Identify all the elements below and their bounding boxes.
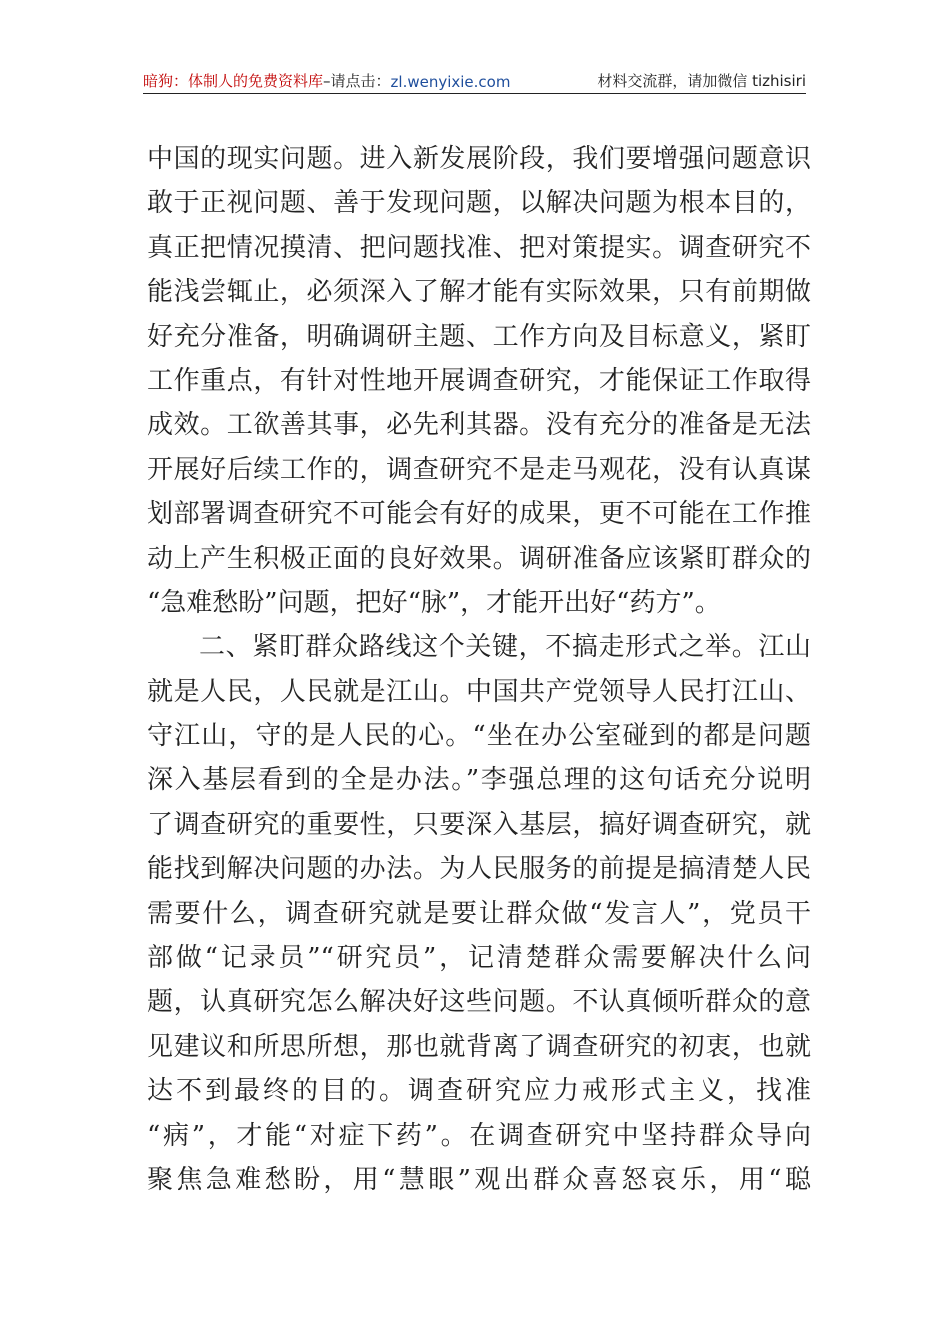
paragraph-1 [147,137,811,625]
text-line: “病”，才能“对症下药”。在调查研究中坚持群众导向 [147,1120,811,1151]
text-line: 需要什么，调查研究就是要让群众做“发言人”，党员干 [147,898,811,929]
text-line: 见建议和所思所想，那也就背离了调查研究的初衷，也就 [147,1031,811,1062]
text-line [147,1202,811,1246]
text-line: 题，认真研究怎么解决好这些问题。不认真倾听群众的意 [147,987,811,1018]
text-line: 能找到解决问题的办法。为人民服务的前提是搞清楚人民 [147,854,811,885]
page-header [143,66,806,94]
text-line: 能浅尝辄止，必须深入了解才能有实际效果，只有前期做 [147,277,811,308]
text-line: 聚焦急难愁盼，用“慧眼”观出群众喜怒哀乐，用“聪 [147,1164,811,1195]
text-line: 达不到最终的目的。调查研究应力戒形式主义，找准 [147,1076,811,1107]
text-line: 守江山，守的是人民的心。“坐在办公室碰到的都是问题 [147,721,811,752]
text-line: 深入基层看到的全是办法。”李强总理的这句话充分说明 [147,765,811,796]
text-line: 划部署调查研究不可能会有好的成果，更不可能在工作推 [147,499,811,530]
text-line: 敢于正视问题、善于发现问题，以解决问题为根本目的， [147,188,811,219]
text-line: 中国的现实问题。进入新发展阶段，我们要增强问题意识 [147,144,811,174]
text-line: 动上产生积极正面的良好效果。调研准备应该紧盯群众的 [147,543,811,574]
text-line: 好充分准备，明确调研主题、工作方向及目标意义，紧盯 [147,321,811,352]
text-line: 部做“记录员”“研究员”，记清楚群众需要解决什么问 [147,943,811,974]
text-line: 成效。工欲善其事，必先利其器。没有充分的准备是无法 [147,410,811,441]
text-line: 了调查研究的重要性，只要深入基层，搞好调查研究，就 [147,809,811,840]
text-line: 开展好后续工作的，调查研究不是走马观花，没有认真谋 [147,454,811,485]
click-prompt: –请点击： [323,72,391,90]
paragraph-2 [147,625,811,1246]
document-body [147,137,811,1247]
header-left [143,70,510,91]
text-line: 真正把情况摸清、把问题找准、把对策提实。调查研究不 [147,232,811,263]
site-url-link[interactable]: zl.wenyixie.com [390,73,511,91]
site-name: 暗狗：体制人的免费资料库 [143,72,324,90]
text-line: 工作重点，有针对性地开展调查研究，才能保证工作取得 [147,365,811,396]
text-line: “急难愁盼”问题，把好“脉”，才能开出好“药方”。 [147,587,721,618]
wechat-note: 材料交流群，请加微信 tizhisiri [597,72,806,90]
text-line: 就是人民，人民就是江山。中国共产党领导人民打江山、 [147,676,811,707]
text-line: 二、紧盯群众路线这个关键，不搞走形式之举。江山 [199,632,811,663]
